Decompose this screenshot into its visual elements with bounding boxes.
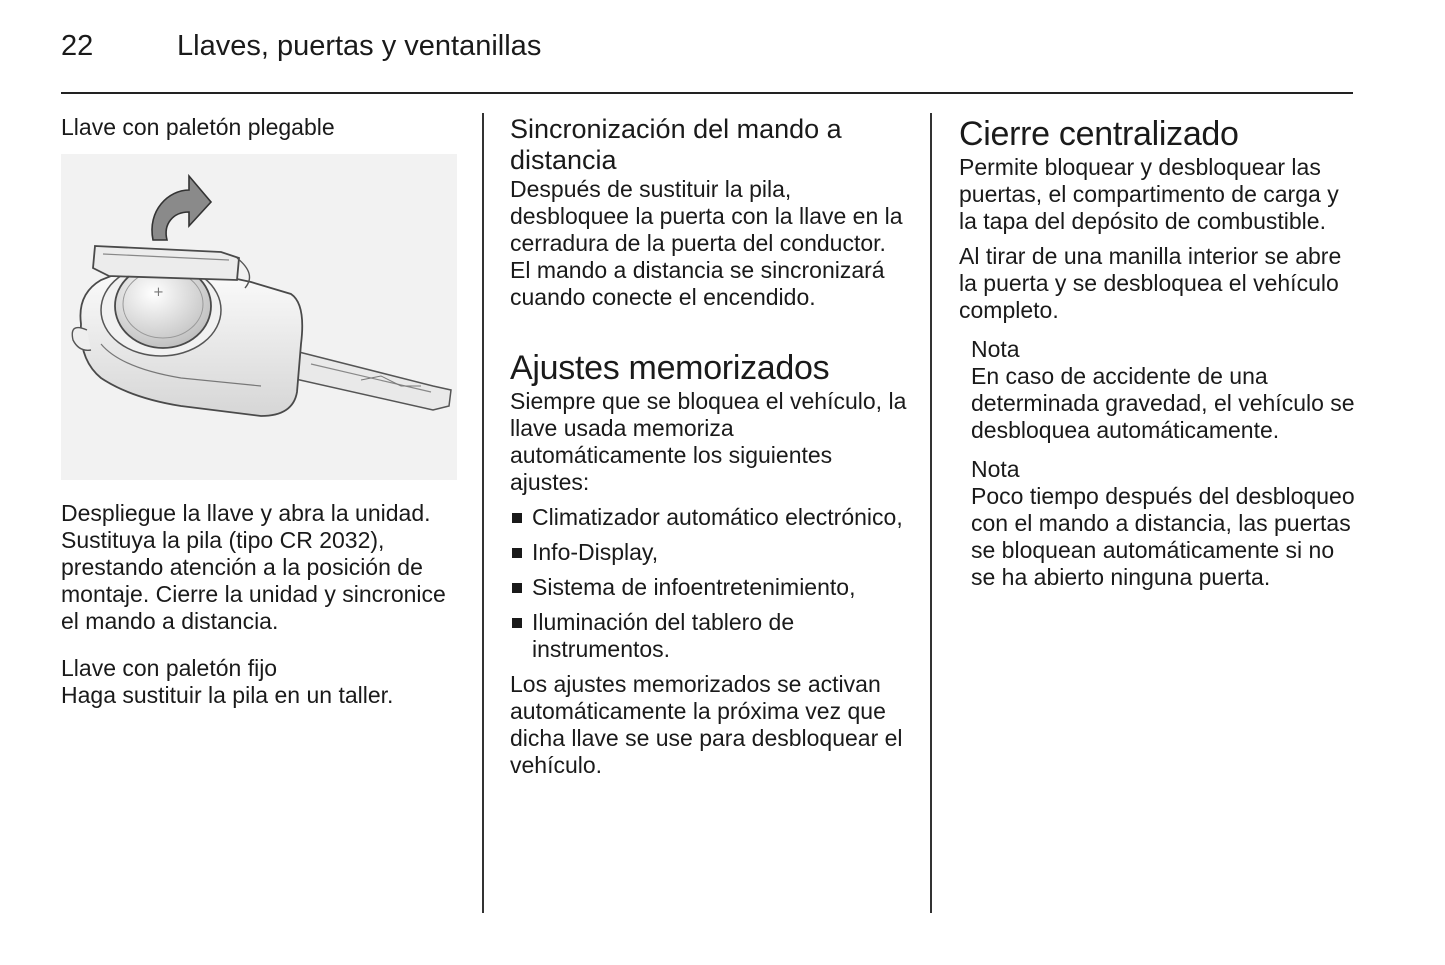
bullet-square-icon <box>512 548 522 558</box>
list-item: Info-Display, <box>510 539 910 566</box>
column-divider <box>482 113 484 913</box>
page-header <box>61 28 1353 94</box>
bullet-square-icon <box>512 583 522 593</box>
note-auto-relock <box>971 456 1359 591</box>
bullet-square-icon <box>512 618 522 628</box>
settings-list <box>510 504 910 663</box>
column-divider <box>930 113 932 913</box>
paragraph-central-locking: Permite bloquear y desbloquear las puertas, el compartimento de carga y la tapa del depósito de combustible. <box>959 154 1339 234</box>
paragraph-open-key: Despliegue la llave y abra la unidad. Sustituya la pila (tipo CR 2032), prestando atención a la posición de montaje. Cierre la unidad y sincronice el mando a distancia. <box>61 500 446 634</box>
paragraph-memorized-intro: Siempre que se bloquea el vehículo, la llave usada memoriza automáticamente los siguientes ajustes: <box>510 388 907 495</box>
note-label: Nota <box>971 336 1020 362</box>
note-text: Poco tiempo después del desbloqueo con el mando a distancia, las puertas se bloquean automáticamente si no se ha abierto ninguna puerta. <box>971 483 1355 590</box>
note-text: En caso de accidente de una determinada gravedad, el vehículo se desbloquea automáticamente. <box>971 363 1355 443</box>
note-label: Nota <box>971 456 1020 482</box>
list-item: Climatizador automático electrónico, <box>510 504 910 531</box>
bullet-square-icon <box>512 513 522 523</box>
chapter-title: Llaves, puertas y ventanillas <box>177 30 542 62</box>
column-middle <box>510 114 910 779</box>
subhead-folding-key: Llave con paletón plegable <box>61 114 335 140</box>
page-number: 22 <box>61 30 94 62</box>
key-battery-illustration <box>61 154 457 480</box>
paragraph-interior-handle: Al tirar de una manilla interior se abre la puerta y se desbloquea el vehículo completo. <box>959 243 1342 323</box>
paragraph-workshop: Haga sustituir la pila en un taller. <box>61 682 394 708</box>
subhead-fixed-key: Llave con paletón fijo <box>61 655 278 681</box>
column-right <box>959 114 1359 591</box>
heading-memorized-settings: Ajustes memorizados <box>510 349 830 387</box>
heading-sync-remote: Sincronización del mando a distancia <box>510 114 842 175</box>
paragraph-sync: Después de sustituir la pila, desbloquee la puerta con la llave en la cerradura de la puerta del conductor. El mando a distancia se sincronizará cuando conecte el encendido. <box>510 176 903 310</box>
note-accident <box>971 336 1359 444</box>
paragraph-memorized-activation: Los ajustes memorizados se activan automáticamente la próxima vez que dicha llave se use para desbloquear el vehículo. <box>510 671 903 778</box>
heading-central-locking: Cierre centralizado <box>959 115 1239 153</box>
column-left <box>61 114 461 709</box>
svg-text:+: + <box>153 285 164 300</box>
list-item: Iluminación del tablero de instrumentos. <box>510 609 910 663</box>
list-item: Sistema de infoentretenimiento, <box>510 574 910 601</box>
